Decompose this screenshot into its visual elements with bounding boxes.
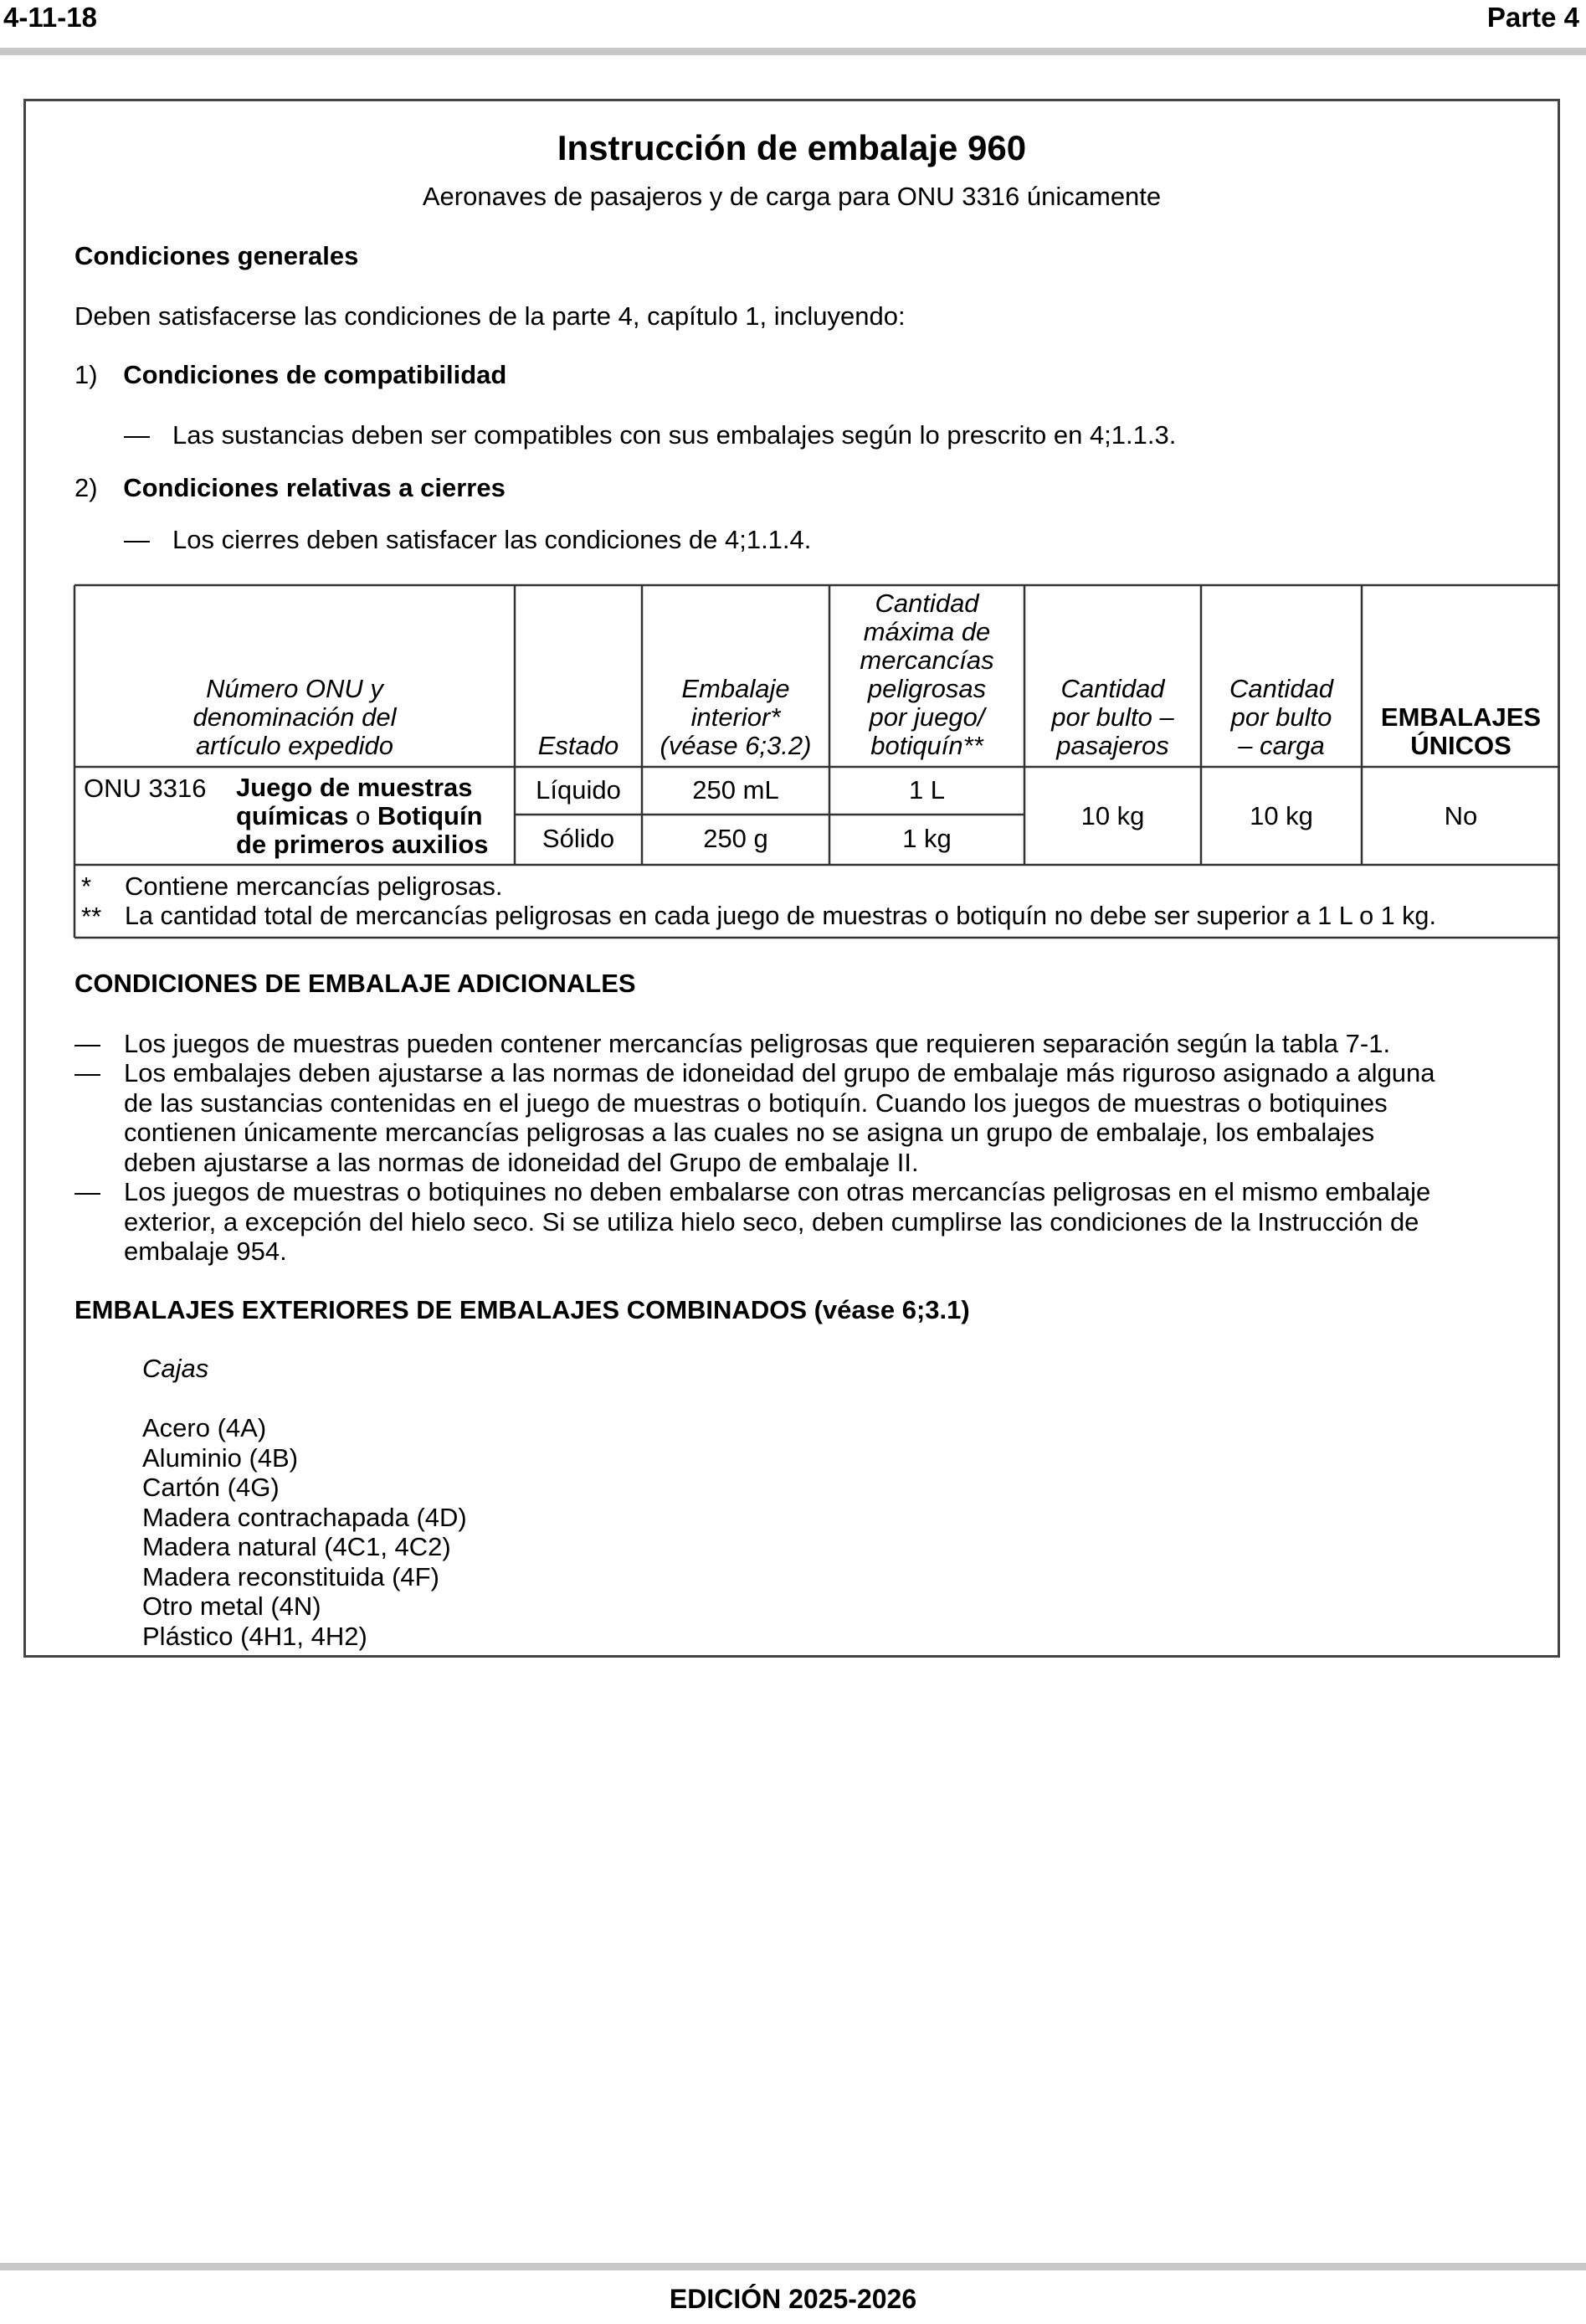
estado-solid: Sólido (541, 824, 615, 853)
list-item: Madera contrachapada (4D) (142, 1502, 467, 1532)
additional-item-1: Los juegos de muestras pueden contener mercancías peligrosas que requieren separación según la tabla 7-1. (124, 1029, 1391, 1058)
condition-title: Condiciones de compatibilidad (123, 360, 507, 389)
list-item: Plástico (4H1, 4H2) (142, 1621, 367, 1651)
part-label: Parte 4 (1486, 2, 1579, 33)
qty-passenger-value: 10 kg (1080, 801, 1145, 830)
header-single-packagings: EMBALAJES ÚNICOS (1380, 702, 1542, 760)
additional-conditions-heading: CONDICIONES DE EMBALAJE ADICIONALES (74, 969, 636, 998)
inner-solid: 250 g (703, 824, 768, 853)
outer-packagings-heading: EMBALAJES EXTERIORES DE EMBALAJES COMBINADOS (véase 6;3.1) (74, 1295, 970, 1324)
list-item: Cartón (4G) (142, 1473, 280, 1502)
page-number: 4-11-18 (3, 2, 97, 33)
header-max-quantity: Cantidad máxima de mercancías peligrosas por juego/ botiquín** (860, 589, 994, 760)
general-intro: Deben satisfacerse las condiciones de la parte 4, capítulo 1, incluyendo: (74, 301, 906, 331)
estado-liquid: Líquido (536, 775, 621, 805)
header-un-number: Número ONU y denominación del artículo expedido (192, 674, 397, 760)
condition-number: 2) (74, 473, 98, 502)
bottom-divider (0, 2263, 1586, 2270)
additional-dash: — (74, 1029, 100, 1058)
header-inner-packaging: Embalaje interior* (véase 6;3.2) (660, 674, 812, 760)
article-name: Juego de muestras químicas o Botiquín de primeros auxilios (236, 773, 489, 859)
max-liquid: 1 L (908, 775, 946, 805)
list-item: Aluminio (4B) (142, 1442, 299, 1473)
additional-item-3: Los juegos de muestras o botiquines no deben embalarse con otras mercancías peligrosas en el mismo embalaje exterior, a excepción del hielo seco. Si se utiliza hielo seco, deben cumplirse las condiciones de la Instrucción de embalaje 954. (124, 1177, 1431, 1266)
note-text: Contiene mercancías peligrosas. (125, 872, 503, 901)
un-number: ONU 3316 (84, 774, 207, 803)
outer-category: Cajas (142, 1354, 209, 1383)
condition-number: 1) (74, 360, 98, 389)
list-item: Acero (4A) (142, 1413, 267, 1442)
page-title: Instrucción de embalaje 960 (557, 128, 1027, 167)
condition-detail: Las sustancias deben ser compatibles con sus embalajes según lo prescrito en 4;1.1.3. (172, 420, 1177, 450)
single-packaging-value: No (1444, 801, 1478, 830)
condition-detail: Los cierres deben satisfacer las condiciones de 4;1.1.4. (172, 525, 812, 554)
additional-item-2: Los embalajes deben ajustarse a las normas de idoneidad del grupo de embalaje más riguroso asignado a alguna de las sustancias contenidas en el juego de muestras o botiquín. Cuando los juegos de muestras o botiquines contienen únicamente mercancías peligrosas a las cuales no se asigna un grupo de embalaje, los embalajes deben ajustarse a las normas de idoneidad del Grupo de embalaje II. (124, 1058, 1435, 1177)
list-item: Madera reconstituida (4F) (142, 1561, 439, 1591)
max-solid: 1 kg (902, 824, 952, 853)
note-mark: ** (81, 902, 102, 931)
header-qty-passenger: Cantidad por bulto – pasajeros (1051, 674, 1174, 760)
list-item: Madera natural (4C1, 4C2) (142, 1532, 451, 1561)
header-qty-cargo: Cantidad por bulto – carga (1229, 674, 1334, 760)
general-conditions-heading: Condiciones generales (74, 241, 359, 270)
page-subtitle: Aeronaves de pasajeros y de carga para ONU 3316 únicamente (422, 182, 1162, 211)
em-dash: — (124, 525, 150, 554)
em-dash: — (124, 420, 150, 450)
list-item: Otro metal (4N) (142, 1591, 321, 1621)
additional-dash: — (74, 1177, 100, 1206)
edition-footer: EDICIÓN 2025-2026 (669, 2284, 917, 2314)
condition-title: Condiciones relativas a cierres (123, 473, 506, 502)
qty-cargo-value: 10 kg (1250, 801, 1313, 830)
additional-dash: — (74, 1058, 100, 1087)
note-text: La cantidad total de mercancías peligrosas en cada juego de muestras o botiquín no debe ser superior a 1 L o 1 kg. (125, 902, 1436, 930)
inner-liquid: 250 mL (692, 775, 779, 805)
header-estado: Estado (537, 731, 619, 760)
outer-packaging-list (142, 1413, 467, 1651)
note-mark: * (81, 872, 92, 901)
